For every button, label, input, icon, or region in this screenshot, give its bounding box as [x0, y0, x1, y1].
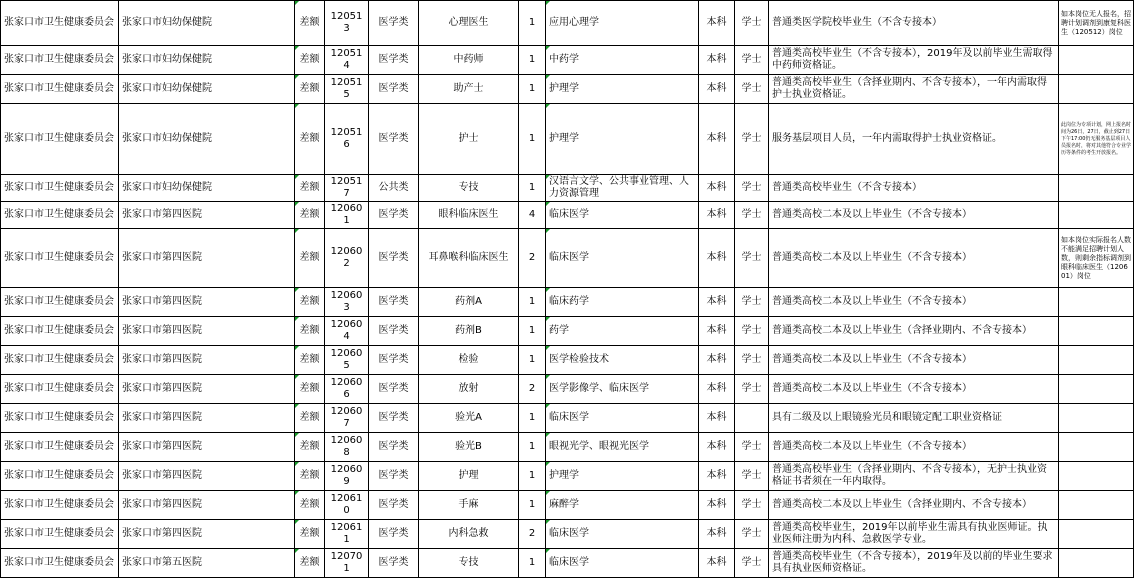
education-cell: 本科 [699, 229, 735, 288]
major-cell: 护理学 [546, 104, 699, 175]
category-cell: 医学类 [369, 104, 419, 175]
code-cell: 120608 [325, 433, 369, 462]
education-cell: 本科 [699, 288, 735, 317]
requirement-cell: 普通类高校毕业生（不含专接本），2019年及以前的毕业生要求具有执业医师资格证。 [769, 549, 1059, 578]
dept-cell: 张家口市卫生健康委员会 [1, 229, 119, 288]
type-cell: 差额 [295, 288, 325, 317]
note-cell [1059, 462, 1134, 491]
note-cell [1059, 491, 1134, 520]
note-cell [1059, 433, 1134, 462]
table-row [1, 104, 1134, 175]
unit-cell: 张家口市妇幼保健院 [119, 175, 295, 202]
code-cell: 120601 [325, 202, 369, 229]
type-cell: 差额 [295, 346, 325, 375]
education-cell: 本科 [699, 175, 735, 202]
note-cell [1059, 317, 1134, 346]
position-cell: 心理医生 [419, 1, 519, 46]
requirement-cell: 普通类高校毕业生（含择业期内、不含专接本），无护士执业资格证书者须在一年内取得。 [769, 462, 1059, 491]
requirement-cell: 普通类高校毕业生，2019年以前毕业生需具有执业医师证。执业医师注册为内科、急救医学专业。 [769, 520, 1059, 549]
position-cell: 放射 [419, 375, 519, 404]
category-cell: 医学类 [369, 404, 419, 433]
count-cell: 2 [519, 375, 546, 404]
degree-cell: 学士 [735, 288, 769, 317]
dept-cell: 张家口市卫生健康委员会 [1, 104, 119, 175]
requirement-cell: 普通类高校二本及以上毕业生（不含专接本） [769, 288, 1059, 317]
requirement-cell: 普通类医学院校毕业生（不含专接本） [769, 1, 1059, 46]
code-cell: 120607 [325, 404, 369, 433]
table-row [1, 404, 1134, 433]
major-cell: 临床药学 [546, 288, 699, 317]
requirement-cell: 普通类高校二本及以上毕业生（不含专接本） [769, 229, 1059, 288]
position-cell: 中药师 [419, 46, 519, 75]
note-cell [1059, 175, 1134, 202]
count-cell: 1 [519, 462, 546, 491]
degree-cell: 学士 [735, 229, 769, 288]
major-cell: 应用心理学 [546, 1, 699, 46]
code-cell: 120515 [325, 75, 369, 104]
category-cell: 医学类 [369, 202, 419, 229]
education-cell: 本科 [699, 520, 735, 549]
position-cell: 护士 [419, 104, 519, 175]
unit-cell: 张家口市第四医院 [119, 462, 295, 491]
type-cell: 差额 [295, 46, 325, 75]
category-cell: 医学类 [369, 346, 419, 375]
degree-cell: 学士 [735, 46, 769, 75]
dept-cell: 张家口市卫生健康委员会 [1, 75, 119, 104]
note-cell [1059, 404, 1134, 433]
degree-cell: 学士 [735, 520, 769, 549]
table-row [1, 1, 1134, 46]
major-cell: 药学 [546, 317, 699, 346]
unit-cell: 张家口市第四医院 [119, 229, 295, 288]
code-cell: 120605 [325, 346, 369, 375]
type-cell: 差额 [295, 491, 325, 520]
major-cell: 中药学 [546, 46, 699, 75]
note-cell [1059, 288, 1134, 317]
table-row [1, 175, 1134, 202]
table-row [1, 317, 1134, 346]
category-cell: 公共类 [369, 175, 419, 202]
position-cell: 助产士 [419, 75, 519, 104]
note-cell [1059, 375, 1134, 404]
category-cell: 医学类 [369, 317, 419, 346]
code-cell: 120603 [325, 288, 369, 317]
code-cell: 120513 [325, 1, 369, 46]
code-cell: 120602 [325, 229, 369, 288]
note-cell: 如本岗位无人报名，招聘计划调剂到康复科医生（120512）岗位 [1059, 1, 1134, 46]
degree-cell: 学士 [735, 433, 769, 462]
position-cell: 耳鼻喉科临床医生 [419, 229, 519, 288]
category-cell: 医学类 [369, 549, 419, 578]
education-cell: 本科 [699, 549, 735, 578]
code-cell: 120701 [325, 549, 369, 578]
count-cell: 1 [519, 1, 546, 46]
major-cell: 护理学 [546, 462, 699, 491]
dept-cell: 张家口市卫生健康委员会 [1, 549, 119, 578]
code-cell: 120604 [325, 317, 369, 346]
count-cell: 1 [519, 75, 546, 104]
education-cell: 本科 [699, 346, 735, 375]
unit-cell: 张家口市第五医院 [119, 549, 295, 578]
category-cell: 医学类 [369, 1, 419, 46]
dept-cell: 张家口市卫生健康委员会 [1, 202, 119, 229]
unit-cell: 张家口市第四医院 [119, 346, 295, 375]
requirement-cell: 服务基层项目人员，一年内需取得护士执业资格证。 [769, 104, 1059, 175]
degree-cell: 学士 [735, 317, 769, 346]
type-cell: 差额 [295, 404, 325, 433]
code-cell: 120517 [325, 175, 369, 202]
education-cell: 本科 [699, 1, 735, 46]
degree-cell: 学士 [735, 1, 769, 46]
position-cell: 手麻 [419, 491, 519, 520]
table-row [1, 433, 1134, 462]
major-cell: 麻醉学 [546, 491, 699, 520]
unit-cell: 张家口市第四医院 [119, 317, 295, 346]
note-cell [1059, 346, 1134, 375]
note-cell [1059, 202, 1134, 229]
type-cell: 差额 [295, 104, 325, 175]
unit-cell: 张家口市第四医院 [119, 288, 295, 317]
code-cell: 120606 [325, 375, 369, 404]
dept-cell: 张家口市卫生健康委员会 [1, 404, 119, 433]
code-cell: 120516 [325, 104, 369, 175]
requirement-cell: 具有二级及以上眼镜验光员和眼镜定配工职业资格证 [769, 404, 1059, 433]
dept-cell: 张家口市卫生健康委员会 [1, 462, 119, 491]
position-cell: 检验 [419, 346, 519, 375]
requirement-cell: 普通类高校毕业生（不含专接本） [769, 175, 1059, 202]
education-cell: 本科 [699, 317, 735, 346]
count-cell: 1 [519, 491, 546, 520]
code-cell: 120514 [325, 46, 369, 75]
education-cell: 本科 [699, 75, 735, 104]
dept-cell: 张家口市卫生健康委员会 [1, 46, 119, 75]
dept-cell: 张家口市卫生健康委员会 [1, 1, 119, 46]
table-row [1, 346, 1134, 375]
requirement-cell: 普通类高校二本及以上毕业生（不含专接本） [769, 375, 1059, 404]
dept-cell: 张家口市卫生健康委员会 [1, 346, 119, 375]
major-cell: 医学检验技术 [546, 346, 699, 375]
position-cell: 验光B [419, 433, 519, 462]
unit-cell: 张家口市第四医院 [119, 520, 295, 549]
dept-cell: 张家口市卫生健康委员会 [1, 317, 119, 346]
count-cell: 1 [519, 46, 546, 75]
table-row [1, 202, 1134, 229]
degree-cell: 学士 [735, 104, 769, 175]
count-cell: 1 [519, 175, 546, 202]
education-cell: 本科 [699, 46, 735, 75]
table-row [1, 549, 1134, 578]
position-cell: 药剂A [419, 288, 519, 317]
major-cell: 护理学 [546, 75, 699, 104]
note-cell [1059, 549, 1134, 578]
unit-cell: 张家口市妇幼保健院 [119, 75, 295, 104]
category-cell: 医学类 [369, 229, 419, 288]
requirement-cell: 普通类高校毕业生（含择业期内、不含专接本），一年内需取得护士执业资格证。 [769, 75, 1059, 104]
degree-cell: 学士 [735, 346, 769, 375]
position-cell: 验光A [419, 404, 519, 433]
requirement-cell: 普通类高校二本及以上毕业生（不含专接本） [769, 346, 1059, 375]
category-cell: 医学类 [369, 46, 419, 75]
count-cell: 1 [519, 346, 546, 375]
education-cell: 本科 [699, 433, 735, 462]
category-cell: 医学类 [369, 433, 419, 462]
degree-cell: 学士 [735, 491, 769, 520]
requirement-cell: 普通类高校二本及以上毕业生（不含专接本） [769, 433, 1059, 462]
count-cell: 2 [519, 520, 546, 549]
count-cell: 1 [519, 317, 546, 346]
unit-cell: 张家口市第四医院 [119, 491, 295, 520]
position-cell: 专技 [419, 175, 519, 202]
major-cell: 临床医学 [546, 404, 699, 433]
category-cell: 医学类 [369, 375, 419, 404]
type-cell: 差额 [295, 202, 325, 229]
note-cell [1059, 520, 1134, 549]
table-row [1, 491, 1134, 520]
position-cell: 药剂B [419, 317, 519, 346]
position-cell: 护理 [419, 462, 519, 491]
dept-cell: 张家口市卫生健康委员会 [1, 175, 119, 202]
dept-cell: 张家口市卫生健康委员会 [1, 491, 119, 520]
type-cell: 差额 [295, 75, 325, 104]
table-row [1, 229, 1134, 288]
count-cell: 4 [519, 202, 546, 229]
count-cell: 1 [519, 104, 546, 175]
major-cell: 临床医学 [546, 202, 699, 229]
code-cell: 120610 [325, 491, 369, 520]
note-cell [1059, 75, 1134, 104]
degree-cell: 学士 [735, 462, 769, 491]
position-cell: 眼科临床医生 [419, 202, 519, 229]
type-cell: 差额 [295, 520, 325, 549]
table-body [1, 1, 1134, 578]
code-cell: 120609 [325, 462, 369, 491]
dept-cell: 张家口市卫生健康委员会 [1, 520, 119, 549]
code-cell: 120611 [325, 520, 369, 549]
category-cell: 医学类 [369, 288, 419, 317]
education-cell: 本科 [699, 202, 735, 229]
unit-cell: 张家口市第四医院 [119, 375, 295, 404]
table-row [1, 75, 1134, 104]
position-cell: 专技 [419, 549, 519, 578]
unit-cell: 张家口市妇幼保健院 [119, 1, 295, 46]
type-cell: 差额 [295, 1, 325, 46]
category-cell: 医学类 [369, 75, 419, 104]
major-cell: 医学影像学、临床医学 [546, 375, 699, 404]
unit-cell: 张家口市妇幼保健院 [119, 46, 295, 75]
type-cell: 差额 [295, 462, 325, 491]
education-cell: 本科 [699, 375, 735, 404]
education-cell: 本科 [699, 404, 735, 433]
major-cell: 临床医学 [546, 229, 699, 288]
unit-cell: 张家口市妇幼保健院 [119, 104, 295, 175]
degree-cell: 学士 [735, 202, 769, 229]
table-row [1, 375, 1134, 404]
major-cell: 临床医学 [546, 520, 699, 549]
unit-cell: 张家口市第四医院 [119, 202, 295, 229]
type-cell: 差额 [295, 317, 325, 346]
note-cell: 此岗位为专项计划，网上报名时间为26日，27日，截止到27日下午17:00仍无服务基层项目人员报名时，将对其他符合专业学历等条件的考生开放报名。 [1059, 104, 1134, 175]
count-cell: 1 [519, 288, 546, 317]
major-cell: 临床医学 [546, 549, 699, 578]
education-cell: 本科 [699, 491, 735, 520]
major-cell: 汉语言文学、公共事业管理、人力资源管理 [546, 175, 699, 202]
degree-cell: 学士 [735, 75, 769, 104]
table-row [1, 288, 1134, 317]
type-cell: 差额 [295, 375, 325, 404]
degree-cell: 学士 [735, 549, 769, 578]
note-cell: 如本岗位实际报名人数不能满足招聘计划人数，则剩余指标调剂到眼科临床医生（120601）岗位 [1059, 229, 1134, 288]
requirement-cell: 普通类高校二本及以上毕业生（含择业期内、不含专接本） [769, 491, 1059, 520]
note-cell [1059, 46, 1134, 75]
count-cell: 1 [519, 549, 546, 578]
dept-cell: 张家口市卫生健康委员会 [1, 433, 119, 462]
category-cell: 医学类 [369, 462, 419, 491]
education-cell: 本科 [699, 462, 735, 491]
count-cell: 1 [519, 433, 546, 462]
category-cell: 医学类 [369, 520, 419, 549]
unit-cell: 张家口市第四医院 [119, 404, 295, 433]
requirement-cell: 普通类高校毕业生（不含专接本），2019年及以前毕业生需取得中药师资格证。 [769, 46, 1059, 75]
requirement-cell: 普通类高校二本及以上毕业生（含择业期内、不含专接本） [769, 317, 1059, 346]
category-cell: 医学类 [369, 491, 419, 520]
position-cell: 内科急救 [419, 520, 519, 549]
count-cell: 2 [519, 229, 546, 288]
count-cell: 1 [519, 404, 546, 433]
table-row [1, 46, 1134, 75]
dept-cell: 张家口市卫生健康委员会 [1, 288, 119, 317]
table-row [1, 462, 1134, 491]
table-row [1, 520, 1134, 549]
degree-cell: 学士 [735, 375, 769, 404]
requirement-cell: 普通类高校二本及以上毕业生（不含专接本） [769, 202, 1059, 229]
dept-cell: 张家口市卫生健康委员会 [1, 375, 119, 404]
major-cell: 眼视光学、眼视光医学 [546, 433, 699, 462]
degree-cell: 学士 [735, 175, 769, 202]
type-cell: 差额 [295, 229, 325, 288]
education-cell: 本科 [699, 104, 735, 175]
type-cell: 差额 [295, 433, 325, 462]
type-cell: 差额 [295, 549, 325, 578]
degree-cell [735, 404, 769, 433]
unit-cell: 张家口市第四医院 [119, 433, 295, 462]
type-cell: 差额 [295, 175, 325, 202]
